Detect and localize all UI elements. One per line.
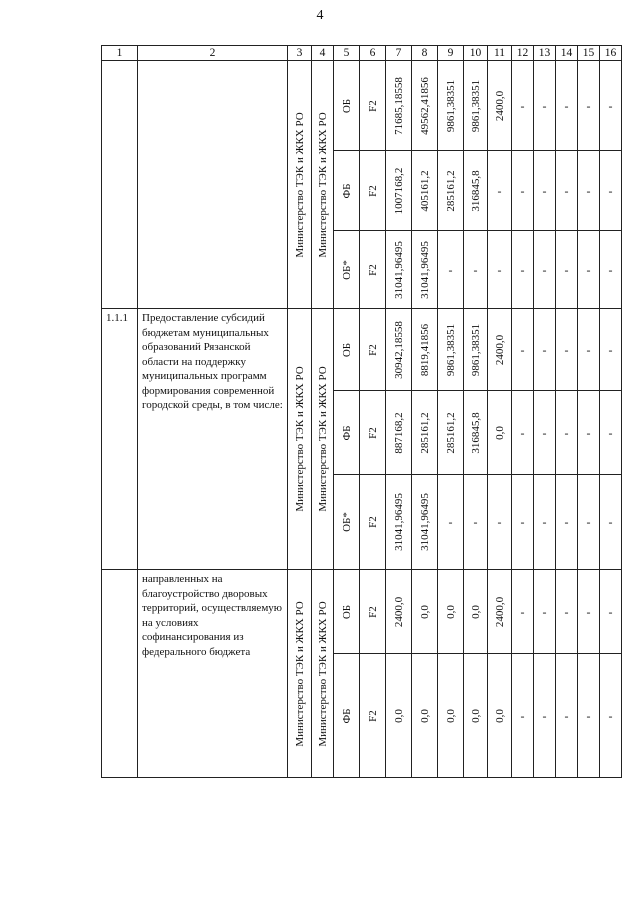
- value-cell-c15: [578, 151, 600, 231]
- value-text: -: [520, 708, 525, 723]
- agency-text: Министерство ТЭК и ЖКХ РО: [293, 111, 306, 258]
- value-text: -: [473, 262, 478, 277]
- value-text: 30942,18558: [392, 320, 405, 379]
- value-text: -: [564, 425, 569, 440]
- value-text: -: [542, 604, 547, 619]
- value-cell-c16: [600, 570, 622, 654]
- program-code: F2: [366, 343, 379, 356]
- value-cell-c9: [438, 231, 464, 309]
- funding-source: ОБ*: [340, 512, 353, 532]
- value-cell-c8: [412, 654, 438, 778]
- value-cell-c11: [488, 61, 512, 151]
- value-text: 49562,41856: [418, 76, 431, 135]
- value-text: -: [608, 708, 613, 723]
- value-cell-c16: [600, 654, 622, 778]
- funding-source: ОБ: [340, 98, 353, 113]
- header-cell-10: 10: [464, 46, 488, 61]
- value-cell-c13: [534, 654, 556, 778]
- value-text: 2400,0: [493, 596, 506, 627]
- value-cell-c14: [556, 391, 578, 475]
- value-cell-c6: [360, 151, 386, 231]
- header-cell-1: 1: [102, 46, 138, 61]
- value-cell-c12: [512, 309, 534, 391]
- value-text: 71685,18558: [392, 76, 405, 135]
- value-cell-c15: [578, 654, 600, 778]
- value-text: 9861,38351: [444, 79, 457, 132]
- value-text: -: [608, 425, 613, 440]
- value-text: -: [520, 262, 525, 277]
- value-cell-c13: [534, 475, 556, 570]
- value-cell-c7: [386, 231, 412, 309]
- item-description-cell: [138, 61, 288, 309]
- value-cell-c12: [512, 654, 534, 778]
- header-cell-16: 16: [600, 46, 622, 61]
- value-text: 0,0: [493, 425, 506, 440]
- value-text: -: [564, 708, 569, 723]
- value-cell-c12: [512, 151, 534, 231]
- value-text: 0,0: [469, 708, 482, 723]
- value-cell-c7: [386, 61, 412, 151]
- value-text: -: [586, 183, 591, 198]
- value-text: 285161,2: [444, 411, 457, 454]
- header-cell-11: 11: [488, 46, 512, 61]
- value-text: -: [564, 515, 569, 529]
- value-cell-c5: [334, 570, 360, 654]
- agency-text: Министерство ТЭК и ЖКХ РО: [293, 366, 306, 512]
- value-text: -: [608, 342, 613, 357]
- value-text: -: [542, 425, 547, 440]
- agency-text: Министерство ТЭК и ЖКХ РО: [316, 600, 329, 747]
- value-cell-c7: [386, 151, 412, 231]
- value-cell-c16: [600, 61, 622, 151]
- value-cell-c13: [534, 231, 556, 309]
- value-cell-c15: [578, 570, 600, 654]
- header-cell-5: 5: [334, 46, 360, 61]
- value-cell-c7: [386, 654, 412, 778]
- value-text: 2400,0: [392, 596, 405, 627]
- value-text: 405161,2: [418, 169, 431, 212]
- header-row: [102, 46, 622, 61]
- value-cell-c5: [334, 654, 360, 778]
- value-text: 0,0: [493, 708, 506, 723]
- value-text: 9861,38351: [469, 79, 482, 132]
- value-text: -: [497, 183, 502, 198]
- item-number-cell: [102, 570, 138, 778]
- value-text: 31041,96495: [392, 240, 405, 299]
- value-text: -: [564, 604, 569, 619]
- value-text: -: [586, 262, 591, 277]
- value-cell-c15: [578, 391, 600, 475]
- header-cell-7: 7: [386, 46, 412, 61]
- value-text: -: [586, 425, 591, 440]
- value-cell-c10: [464, 231, 488, 309]
- funding-source: ОБ: [340, 604, 353, 619]
- value-text: 1007168,2: [392, 167, 405, 214]
- value-text: -: [586, 98, 591, 113]
- header-cell-12: 12: [512, 46, 534, 61]
- funding-source: ОБ: [340, 342, 353, 357]
- value-text: -: [608, 262, 613, 277]
- value-cell-c16: [600, 391, 622, 475]
- value-cell-c8: [412, 151, 438, 231]
- funding-source: ФБ: [340, 424, 353, 441]
- value-text: 285161,2: [444, 169, 457, 212]
- value-cell-c7: [386, 475, 412, 570]
- value-cell-c14: [556, 475, 578, 570]
- table-row: [102, 309, 622, 391]
- value-cell-c10: [464, 570, 488, 654]
- value-cell-c13: [534, 309, 556, 391]
- responsible-executor-cell: [288, 570, 312, 778]
- value-cell-c10: [464, 391, 488, 475]
- header-cell-15: 15: [578, 46, 600, 61]
- value-text: 0,0: [418, 604, 431, 619]
- program-code: F2: [366, 605, 379, 618]
- page-number: 4: [316, 8, 324, 23]
- value-cell-c15: [578, 309, 600, 391]
- value-text: 2400,0: [493, 334, 506, 365]
- value-cell-c5: [334, 309, 360, 391]
- responsible-executor-cell: [288, 61, 312, 309]
- value-cell-c9: [438, 151, 464, 231]
- value-text: 316845,8: [469, 411, 482, 454]
- value-text: 0,0: [444, 604, 457, 619]
- value-text: -: [608, 604, 613, 619]
- value-cell-c16: [600, 475, 622, 570]
- header-cell-9: 9: [438, 46, 464, 61]
- value-cell-c11: [488, 391, 512, 475]
- value-cell-c9: [438, 309, 464, 391]
- value-text: -: [473, 515, 478, 529]
- value-cell-c16: [600, 309, 622, 391]
- item-description-cell: Предоставление субсидий бюджетам муниципальных образований Рязанской области на поддержку муниципальных программ формирования современной городской среды, в том числе:: [138, 309, 288, 570]
- value-cell-c5: [334, 231, 360, 309]
- value-text: -: [448, 515, 453, 529]
- agency-text: Министерство ТЭК и ЖКХ РО: [316, 111, 329, 258]
- value-text: -: [586, 604, 591, 619]
- value-text: -: [520, 98, 525, 113]
- value-text: -: [564, 342, 569, 357]
- value-cell-c10: [464, 151, 488, 231]
- value-cell-c14: [556, 231, 578, 309]
- value-text: -: [542, 183, 547, 198]
- table-row: [102, 570, 622, 654]
- value-text: -: [564, 262, 569, 277]
- table-row: [102, 61, 622, 151]
- value-text: 0,0: [444, 708, 457, 723]
- value-cell-c6: [360, 231, 386, 309]
- value-cell-c13: [534, 570, 556, 654]
- value-text: -: [520, 425, 525, 440]
- header-cell-8: 8: [412, 46, 438, 61]
- program-code: F2: [366, 99, 379, 112]
- header-cell-14: 14: [556, 46, 578, 61]
- value-cell-c11: [488, 570, 512, 654]
- value-cell-c15: [578, 475, 600, 570]
- value-cell-c12: [512, 61, 534, 151]
- value-cell-c9: [438, 654, 464, 778]
- value-cell-c10: [464, 309, 488, 391]
- header-cell-4: 4: [312, 46, 334, 61]
- value-cell-c12: [512, 391, 534, 475]
- header-cell-3: 3: [288, 46, 312, 61]
- value-text: -: [586, 708, 591, 723]
- value-cell-c16: [600, 231, 622, 309]
- value-text: -: [542, 98, 547, 113]
- value-text: -: [586, 342, 591, 357]
- value-cell-c12: [512, 570, 534, 654]
- value-text: -: [520, 604, 525, 619]
- value-text: -: [520, 183, 525, 198]
- item-number-cell: [102, 61, 138, 309]
- value-cell-c7: [386, 570, 412, 654]
- value-cell-c6: [360, 391, 386, 475]
- value-cell-c11: [488, 231, 512, 309]
- program-code: F2: [366, 184, 379, 197]
- value-text: 0,0: [392, 708, 405, 723]
- value-cell-c10: [464, 61, 488, 151]
- value-cell-c11: [488, 654, 512, 778]
- value-cell-c14: [556, 61, 578, 151]
- value-cell-c10: [464, 475, 488, 570]
- value-cell-c6: [360, 475, 386, 570]
- value-cell-c15: [578, 231, 600, 309]
- value-cell-c13: [534, 151, 556, 231]
- value-text: -: [520, 515, 525, 529]
- value-cell-c12: [512, 231, 534, 309]
- item-number-cell: 1.1.1: [102, 309, 138, 570]
- value-cell-c10: [464, 654, 488, 778]
- agency-text: Министерство ТЭК и ЖКХ РО: [293, 600, 306, 747]
- value-cell-c14: [556, 570, 578, 654]
- value-text: -: [542, 515, 547, 529]
- value-text: -: [497, 262, 502, 277]
- value-text: 0,0: [418, 708, 431, 723]
- value-text: 31041,96495: [418, 493, 431, 551]
- value-cell-c8: [412, 231, 438, 309]
- value-cell-c9: [438, 570, 464, 654]
- value-text: 9861,38351: [469, 323, 482, 376]
- funding-source: ФБ: [340, 707, 353, 724]
- co-executor-cell: [312, 61, 334, 309]
- value-cell-c14: [556, 151, 578, 231]
- value-cell-c11: [488, 151, 512, 231]
- value-cell-c7: [386, 309, 412, 391]
- co-executor-cell: [312, 309, 334, 570]
- funding-source: ФБ: [340, 182, 353, 199]
- value-cell-c9: [438, 391, 464, 475]
- value-cell-c6: [360, 61, 386, 151]
- program-code: F2: [366, 426, 379, 439]
- value-cell-c9: [438, 475, 464, 570]
- value-text: 316845,8: [469, 169, 482, 212]
- value-cell-c7: [386, 391, 412, 475]
- value-cell-c8: [412, 61, 438, 151]
- value-text: 887168,2: [392, 411, 405, 454]
- funding-source: ОБ*: [340, 259, 353, 280]
- header-cell-2: 2: [138, 46, 288, 61]
- value-cell-c6: [360, 309, 386, 391]
- value-cell-c5: [334, 391, 360, 475]
- value-cell-c8: [412, 309, 438, 391]
- value-text: -: [520, 342, 525, 357]
- value-cell-c6: [360, 654, 386, 778]
- value-text: -: [608, 98, 613, 113]
- value-text: -: [564, 98, 569, 113]
- value-cell-c16: [600, 151, 622, 231]
- value-text: 2400,0: [493, 90, 506, 121]
- value-text: -: [586, 515, 591, 529]
- value-text: -: [542, 262, 547, 277]
- value-cell-c14: [556, 654, 578, 778]
- value-text: -: [542, 342, 547, 357]
- value-cell-c8: [412, 391, 438, 475]
- value-text: -: [564, 183, 569, 198]
- value-text: 285161,2: [418, 411, 431, 454]
- value-cell-c5: [334, 475, 360, 570]
- value-cell-c5: [334, 151, 360, 231]
- item-description-cell: направленных на благоустройство дворовых территорий, осуществляемую на условиях софинансирования из федерального бюджета: [138, 570, 288, 778]
- header-cell-13: 13: [534, 46, 556, 61]
- program-code: F2: [366, 516, 379, 528]
- program-code: F2: [366, 263, 379, 276]
- responsible-executor-cell: [288, 309, 312, 570]
- value-cell-c12: [512, 475, 534, 570]
- value-cell-c14: [556, 309, 578, 391]
- value-cell-c15: [578, 61, 600, 151]
- value-cell-c11: [488, 309, 512, 391]
- value-text: -: [448, 262, 453, 277]
- value-text: 31041,96495: [418, 240, 431, 299]
- value-cell-c11: [488, 475, 512, 570]
- value-cell-c6: [360, 570, 386, 654]
- value-cell-c8: [412, 475, 438, 570]
- value-text: -: [608, 183, 613, 198]
- value-text: -: [608, 515, 613, 529]
- value-cell-c13: [534, 61, 556, 151]
- program-code: F2: [366, 709, 379, 722]
- value-cell-c13: [534, 391, 556, 475]
- value-text: 8819,41856: [418, 323, 431, 376]
- agency-text: Министерство ТЭК и ЖКХ РО: [316, 366, 329, 512]
- header-cell-6: 6: [360, 46, 386, 61]
- value-cell-c9: [438, 61, 464, 151]
- co-executor-cell: [312, 570, 334, 778]
- value-text: 0,0: [469, 604, 482, 619]
- value-cell-c8: [412, 570, 438, 654]
- budget-table: [101, 45, 622, 778]
- value-text: -: [542, 708, 547, 723]
- value-cell-c5: [334, 61, 360, 151]
- value-text: -: [497, 515, 502, 529]
- value-text: 31041,96495: [392, 493, 405, 551]
- value-text: 9861,38351: [444, 323, 457, 376]
